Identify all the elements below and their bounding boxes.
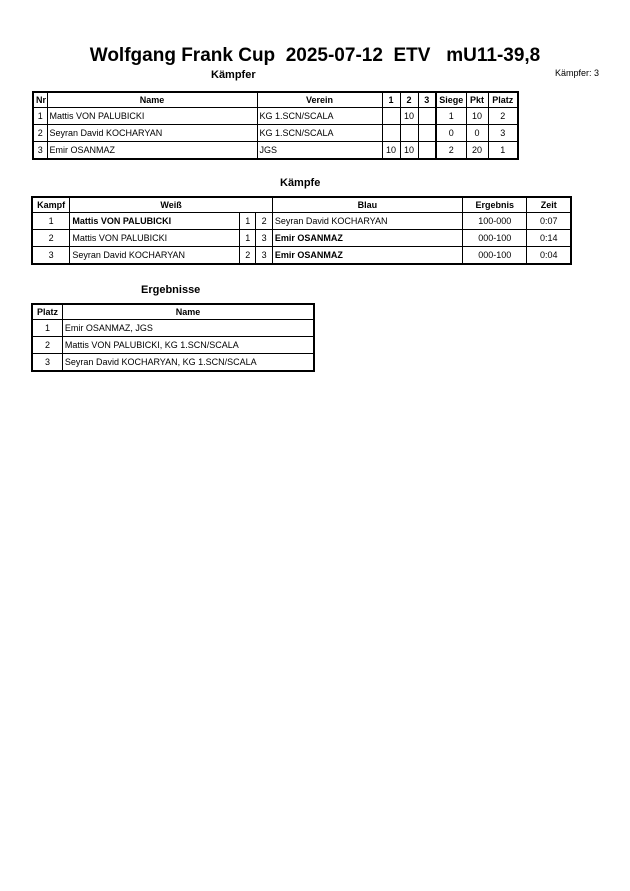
- fight-number: 3: [32, 247, 70, 265]
- fighter-siege: 2: [436, 142, 466, 160]
- fighter-platz: 3: [488, 125, 518, 142]
- fight-blue-nr: 3: [256, 247, 272, 265]
- fighter-pkt: 10: [466, 108, 488, 125]
- col-platz: Platz: [488, 92, 518, 108]
- fight-white-nr: 1: [240, 230, 256, 247]
- fighter-count: Kämpfer: 3: [554, 68, 599, 78]
- col-round-1: 1: [382, 92, 400, 108]
- fight-result: 100-000: [463, 213, 527, 230]
- col-nr: Nr: [33, 92, 47, 108]
- fight-number: 2: [32, 230, 70, 247]
- table-row: [32, 337, 314, 354]
- fight-white-name: Seyran David KOCHARYAN: [70, 247, 240, 265]
- fighter-round-3: [418, 108, 436, 125]
- fights-heading: Kämpfe: [280, 177, 321, 189]
- table-row: [32, 320, 314, 337]
- results-table: [31, 303, 315, 372]
- fighter-round-2: 10: [400, 108, 418, 125]
- fight-blue-nr: 2: [256, 213, 272, 230]
- col-name: Name: [62, 304, 314, 320]
- results-heading: Ergebnisse: [141, 284, 201, 296]
- fight-white-name: Mattis VON PALUBICKI: [70, 230, 240, 247]
- fighter-name: Seyran David KOCHARYAN: [47, 125, 257, 142]
- col-weiss: Weiß: [70, 197, 272, 213]
- fight-white-nr: 2: [240, 247, 256, 265]
- fighter-round-3: [418, 125, 436, 142]
- fight-time: 0:04: [527, 247, 571, 265]
- fight-blue-name: Emir OSANMAZ: [272, 247, 462, 265]
- fight-blue-name: Seyran David KOCHARYAN: [272, 213, 462, 230]
- col-kampf: Kampf: [32, 197, 70, 213]
- fighter-siege: 1: [436, 108, 466, 125]
- result-name: Emir OSANMAZ, JGS: [62, 320, 314, 337]
- col-round-3: 3: [418, 92, 436, 108]
- table-row: [33, 142, 518, 160]
- table-row: [32, 230, 571, 247]
- fighter-nr: 1: [33, 108, 47, 125]
- col-round-2: 2: [400, 92, 418, 108]
- fight-blue-name: Emir OSANMAZ: [272, 230, 462, 247]
- fighter-round-1: [382, 108, 400, 125]
- fighter-nr: 3: [33, 142, 47, 160]
- fighter-verein: KG 1.SCN/SCALA: [257, 125, 382, 142]
- fighter-round-1: 10: [382, 142, 400, 160]
- col-siege: Siege: [436, 92, 466, 108]
- fighter-nr: 2: [33, 125, 47, 142]
- result-platz: 3: [32, 354, 62, 372]
- col-blau: Blau: [272, 197, 462, 213]
- fighter-name: Mattis VON PALUBICKI: [47, 108, 257, 125]
- fighter-round-2: 10: [400, 142, 418, 160]
- fight-number: 1: [32, 213, 70, 230]
- page-title: Wolfgang Frank Cup 2025-07-12 ETV mU11-39,8: [89, 45, 541, 66]
- col-verein: Verein: [257, 92, 382, 108]
- fighter-round-3: [418, 142, 436, 160]
- fighters-table: [32, 91, 519, 160]
- fighter-round-2: [400, 125, 418, 142]
- fights-header-row: [32, 197, 571, 213]
- fight-time: 0:14: [527, 230, 571, 247]
- results-header-row: [32, 304, 314, 320]
- fighter-platz: 1: [488, 142, 518, 160]
- fighters-header-row: [33, 92, 518, 108]
- fight-result: 000-100: [463, 247, 527, 265]
- result-platz: 2: [32, 337, 62, 354]
- table-row: [33, 125, 518, 142]
- fight-time: 0:07: [527, 213, 571, 230]
- col-ergebnis: Ergebnis: [463, 197, 527, 213]
- table-row: [32, 354, 314, 372]
- fight-result: 000-100: [463, 230, 527, 247]
- fighters-heading: Kämpfer: [211, 69, 256, 81]
- fighter-pkt: 0: [466, 125, 488, 142]
- result-platz: 1: [32, 320, 62, 337]
- result-name: Mattis VON PALUBICKI, KG 1.SCN/SCALA: [62, 337, 314, 354]
- fight-white-name: Mattis VON PALUBICKI: [70, 213, 240, 230]
- table-row: [32, 213, 571, 230]
- fights-table: [31, 196, 572, 265]
- fighter-pkt: 20: [466, 142, 488, 160]
- fighter-siege: 0: [436, 125, 466, 142]
- table-row: [32, 247, 571, 265]
- fighter-round-1: [382, 125, 400, 142]
- fighter-verein: KG 1.SCN/SCALA: [257, 108, 382, 125]
- fighter-verein: JGS: [257, 142, 382, 160]
- fighter-platz: 2: [488, 108, 518, 125]
- fight-blue-nr: 3: [256, 230, 272, 247]
- table-row: [33, 108, 518, 125]
- col-platz: Platz: [32, 304, 62, 320]
- col-pkt: Pkt: [466, 92, 488, 108]
- col-zeit: Zeit: [527, 197, 571, 213]
- fighter-name: Emir OSANMAZ: [47, 142, 257, 160]
- fight-white-nr: 1: [240, 213, 256, 230]
- col-name: Name: [47, 92, 257, 108]
- result-name: Seyran David KOCHARYAN, KG 1.SCN/SCALA: [62, 354, 314, 372]
